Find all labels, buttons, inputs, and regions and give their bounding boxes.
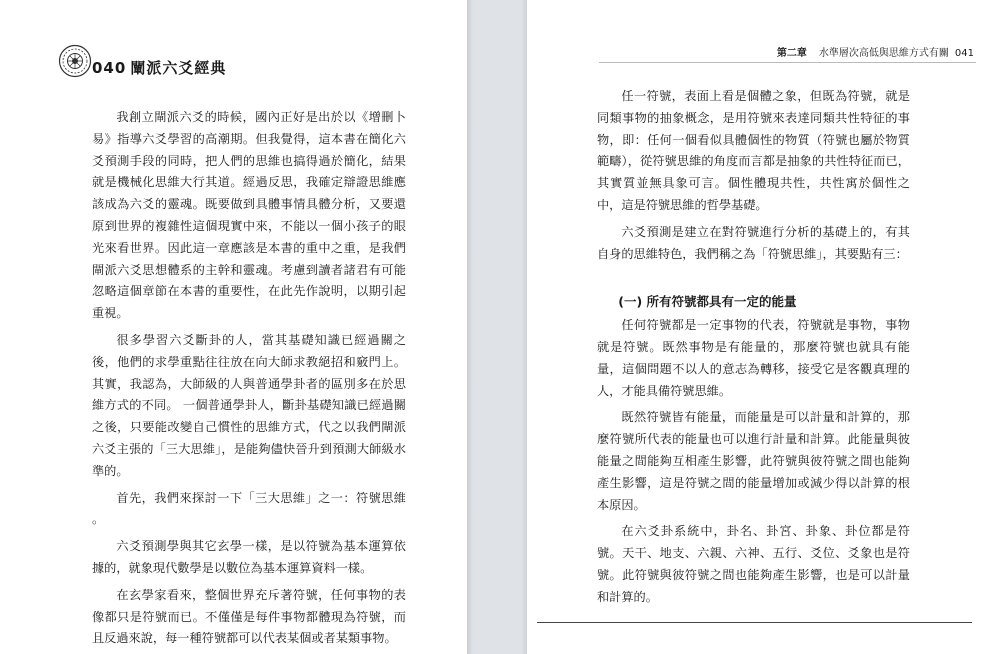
book-title: 闡派六爻經典 — [130, 59, 227, 77]
gutter-shadow — [467, 0, 473, 654]
header-divider — [599, 62, 976, 63]
page-gutter — [467, 0, 527, 654]
left-page — [0, 0, 467, 654]
book-emblem-icon — [58, 44, 92, 78]
footer-divider — [537, 622, 972, 623]
paragraph: 很多學習六爻斷卦的人，當其基礎知識已經過關之後，他們的求學重點往往放在向大師求教絕招和竅門上。其實，我認為，大師級的人與普通學卦者的區別多在於思維方式的不同。 一個普通學卦人，斷卦基礎知識已經過關之後，只要能改變自己慣性的思維方式，代之以我們閘派六爻主張的「三大思維」，是能夠儘快晉升到預測大師級水準的。 — [92, 332, 406, 478]
section-heading: (一) 所有符號都具有一定的能量 — [618, 294, 797, 310]
paragraph: 在六爻卦系統中，卦名、卦宮、卦象、卦位都是符號。天干、地支、六親、六神、五行、爻位、爻象也是符號。此符號與彼符號之間也能夠產生影響，也是可以計量和計算的。 — [597, 524, 910, 604]
right-page-header — [777, 44, 974, 59]
left-page-body — [92, 107, 406, 654]
paragraph: 我創立閘派六爻的時候，國內正好是出於以《增刪卜易》指導六爻學習的高潮期。但我覺得，這本書在簡化六爻預測手段的同時，把人們的思維也搞得過於簡化，結果就是機械化思維大行其道。經過反思，我確定辯證思維應該成為六爻的靈魂。既要做到具體事情具體分析，又要還原到世界的複雜性這個現實中來，不能以一個小孩子的眼光來看世界。因此這一章應該是本書的重中之重，是我們閘派六爻思想體系的主幹和靈魂。考慮到讀者諸君有可能忽略這個章節在本書的重要性，在此先作說明，以期引起重視。 — [92, 110, 406, 321]
paragraph: 在玄學家看來，整個世界充斥著符號，任何事物的表像都只是符號而已。不僅僅是每件事物都體現為符號，而且反過來說，每一種符號都可以代表某個或者某類事物。 — [92, 587, 406, 646]
chapter-label: 第二章 — [776, 48, 807, 59]
right-page-body — [597, 86, 910, 614]
paragraph: 六爻預測是建立在對符號進行分析的基礎上的，有其自身的思維特色，我們稱之為「符號思維」，其要點有三： — [597, 224, 910, 261]
right-page — [527, 0, 990, 654]
running-title: 水準層次高低與思維方式有關 — [818, 48, 949, 59]
paragraph: 六爻預測學與其它玄學一樣，是以符號為基本運算依據的，就象現代數學是以數位為基本運算資料一樣。 — [92, 539, 406, 575]
paragraph: 既然符號皆有能量，而能量是可以計量和計算的，那麼符號所代表的能量也可以進行計量和計算。此能量與彼能量之間能夠互相產生影響，此符號與彼符號之間也能夠產生影響，這是符號之間的能量增加或減少得以計算的根本原因。 — [597, 410, 910, 512]
paragraph: 首先，我們來探討一下「三大思維」之一：符號思維 。 — [92, 490, 406, 527]
paragraph: 任何符號都是一定事物的代表，符號就是事物，事物就是符號。既然事物是有能量的，那麼符號也就具有能量，這個問題不以人的意志為轉移，接受它是客觀真理的人，才能具備符號思維。 — [597, 318, 910, 398]
left-page-number: 040 — [92, 59, 127, 77]
paragraph: 任一符號，表面上看是個體之象，但既為符號，就是同類事物的抽象概念，是用符號來表達同類共性特征的事物，即：任何一個看似具體個性的物質（符號也屬於物質範疇），從符號思維的角度而言都是抽象的共性特征而已，其實質並無具象可言。個性體現共性，共性寓於個性之中，這是符號思維的哲學基礎。 — [597, 89, 910, 212]
left-page-header — [92, 57, 226, 78]
right-page-number: 041 — [954, 48, 974, 59]
